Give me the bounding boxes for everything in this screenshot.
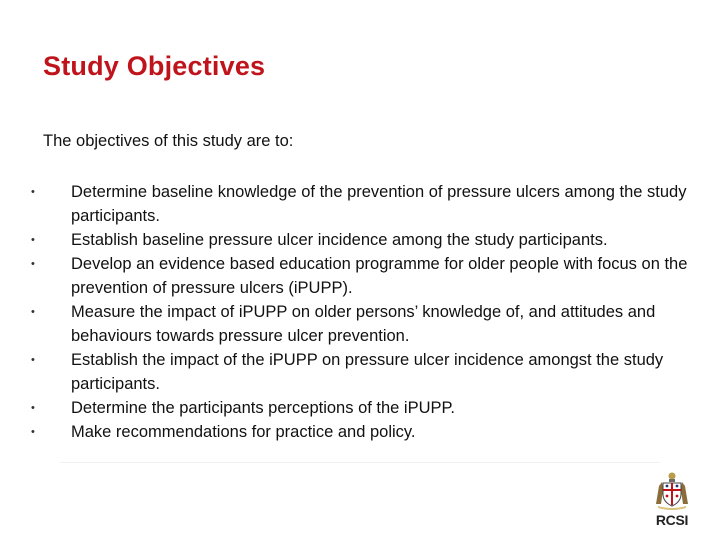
bullet-icon: • xyxy=(31,354,35,366)
bullet-icon: • xyxy=(31,258,35,270)
bullet-icon: • xyxy=(31,234,35,246)
objective-text: Establish the impact of the iPUPP on pressure ulcer incidence amongst the study participants. xyxy=(71,351,664,393)
list-item xyxy=(28,348,688,396)
footer-divider xyxy=(60,462,660,463)
list-item xyxy=(28,180,688,228)
objective-text: Determine the participants perceptions of the iPUPP. xyxy=(71,399,455,417)
bullet-icon: • xyxy=(31,426,35,438)
intro-text: The objectives of this study are to: xyxy=(43,132,294,150)
objective-text: Establish baseline pressure ulcer incidence among the study participants. xyxy=(71,231,608,249)
list-item xyxy=(28,252,688,300)
list-item xyxy=(28,228,688,252)
bullet-icon: • xyxy=(31,402,35,414)
objective-text: Develop an evidence based education programme for older people with focus on the prevention of pressure ulcers (iPUPP). xyxy=(71,255,688,297)
list-item xyxy=(28,396,688,420)
slide-title: Study Objectives xyxy=(43,51,266,81)
objective-text: Make recommendations for practice and policy. xyxy=(71,423,416,441)
crest-icon xyxy=(652,470,692,510)
objective-text: Measure the impact of iPUPP on older persons’ knowledge of, and attitudes and behaviours towards pressure ulcer prevention. xyxy=(71,303,656,345)
objectives-list xyxy=(28,180,688,444)
list-item xyxy=(28,420,688,444)
bullet-icon: • xyxy=(31,186,35,198)
rcsi-logo xyxy=(652,470,692,528)
bullet-icon: • xyxy=(31,306,35,318)
logo-text: RCSI xyxy=(655,512,689,528)
objective-text: Determine baseline knowledge of the prevention of pressure ulcers among the study participants. xyxy=(71,183,687,225)
list-item xyxy=(28,300,688,348)
